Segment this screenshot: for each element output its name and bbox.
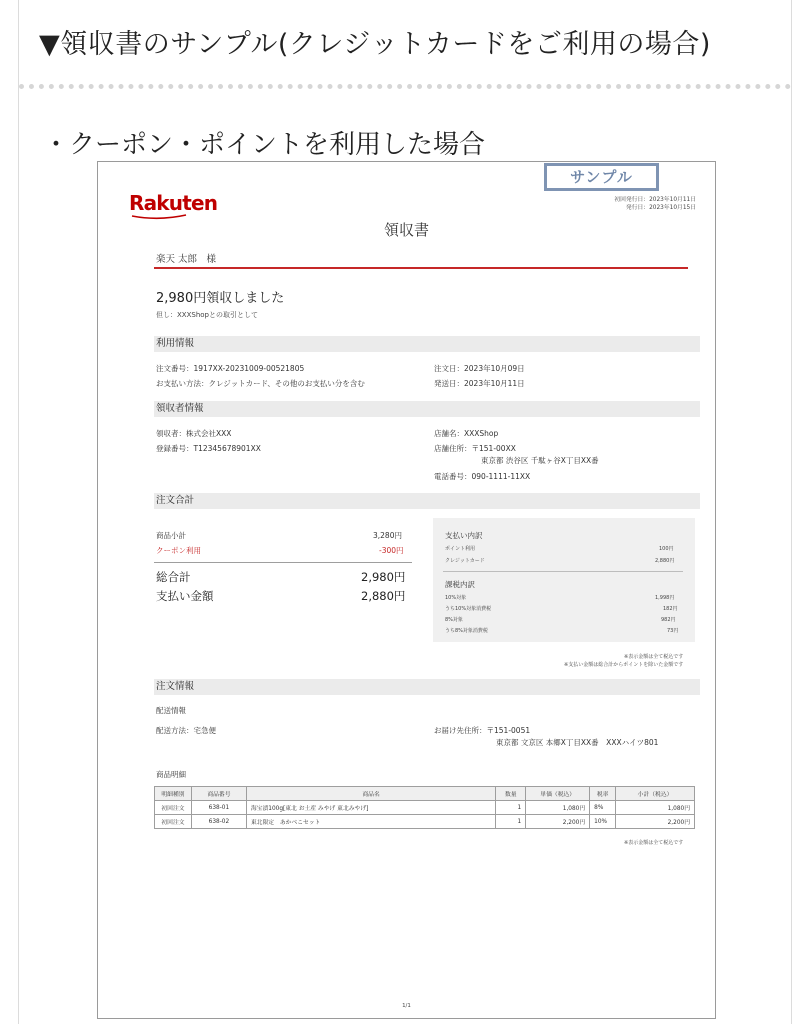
- first-issue-date: 初回発行日：2023年10月11日: [614, 197, 696, 203]
- total-section-bar: 注文合計: [154, 493, 700, 509]
- usage-section-bar: 利用情報: [154, 336, 700, 352]
- summary-divider: [154, 562, 412, 563]
- tax10-value: 1,998円: [655, 595, 675, 601]
- tax10-label: 10%対象: [445, 595, 467, 601]
- delivery-address-line2: 東京都 文京区 本郷X丁目XX番 XXXハイツ801: [496, 738, 659, 747]
- customer-name: 楽天 太郎 様: [156, 254, 217, 265]
- point-usage-label: ポイント利用: [445, 546, 476, 552]
- items-title: 商品明細: [156, 770, 186, 779]
- shipping-method: 配送方法：宅急便: [156, 726, 216, 735]
- delivery-address-line1: お届け先住所：〒151-0051: [434, 726, 531, 735]
- tax8-value: 982円: [661, 617, 676, 623]
- cell-product-name: 東北限定 あかべこセット: [246, 815, 495, 829]
- issue-date: 発行日：2023年10月15日: [625, 205, 696, 211]
- shop-phone: 電話番号：090-1111-11XX: [434, 472, 531, 481]
- col-header-quantity: 数量: [496, 787, 526, 801]
- credit-card-label: クレジットカード: [445, 558, 485, 564]
- tax10-consumption-value: 182円: [663, 606, 678, 612]
- recipient-name: 領収者：株式会社XXX: [156, 429, 232, 438]
- payment-breakdown-panel: [433, 518, 695, 642]
- cell-product-name: 海宝漬100g[東北 お土産 みやげ 東北みやげ]: [246, 801, 495, 815]
- subtotal-value: 3,280円: [373, 531, 402, 540]
- order-date: 注文日：2023年10月09日: [434, 364, 525, 373]
- cell-tax-rate: 8%: [590, 801, 616, 815]
- tax-breakdown-title: 課税内訳: [445, 580, 475, 589]
- point-usage-value: 100円: [659, 546, 674, 552]
- cell-unit-price: 2,200円: [526, 815, 590, 829]
- order-info-section-bar: 注文情報: [154, 679, 700, 695]
- order-number: 注文番号：1917XX-20231009-00521805: [156, 364, 305, 373]
- section-heading: ▼領収書のサンプル(クレジットカードをご利用の場合): [39, 29, 711, 60]
- cell-type: 初回注文: [155, 815, 192, 829]
- shop-name: 店舗名：XXXShop: [434, 429, 499, 438]
- recipient-section-bar: 領収者情報: [154, 401, 700, 417]
- tax8-consumption-value: 73円: [667, 628, 679, 634]
- shipping-info-title: 配送情報: [156, 706, 186, 715]
- receipt-sample-image: [97, 161, 716, 1019]
- credit-card-value: 2,880円: [655, 558, 675, 564]
- col-header-tax-rate: 税率: [590, 787, 616, 801]
- cell-type: 初回注文: [155, 801, 192, 815]
- shop-address-line1: 店舗住所：〒151-00XX: [434, 444, 516, 453]
- dotted-divider: [19, 84, 791, 89]
- amount-received: 2,980円領収しました: [156, 291, 285, 306]
- col-header-type: 明細種別: [155, 787, 192, 801]
- coupon-value: -300円: [379, 546, 404, 555]
- pay-breakdown-title: 支払い内訳: [445, 531, 483, 540]
- col-header-unit-price: 単価（税込）: [526, 787, 590, 801]
- grand-total-value: 2,980円: [361, 570, 406, 584]
- pay-divider: [443, 571, 683, 572]
- ship-date: 発送日：2023年10月11日: [434, 379, 525, 388]
- grand-total-label: 総合計: [156, 570, 191, 584]
- shop-address-line2: 東京都 渋谷区 千駄ヶ谷X丁目XX番: [481, 456, 599, 465]
- cell-subtotal: 1,080円: [616, 801, 695, 815]
- items-table: [154, 786, 695, 829]
- cell-tax-rate: 10%: [590, 815, 616, 829]
- tax10-consumption-label: うち10%対象消費税: [445, 606, 492, 612]
- paid-amount-value: 2,880円: [361, 589, 406, 603]
- col-header-product-no: 商品番号: [191, 787, 246, 801]
- items-footnote: ※表示金額は全て税込です: [624, 840, 684, 846]
- customer-underline: [154, 267, 688, 269]
- table-row: [155, 815, 695, 829]
- cell-product-no: 638-02: [191, 815, 246, 829]
- sample-stamp: サンプル: [544, 163, 659, 191]
- tax8-label: 8%対象: [445, 617, 463, 623]
- tax8-consumption-label: うち8%対象消費税: [445, 628, 488, 634]
- cell-quantity: 1: [496, 815, 526, 829]
- sub-heading: ・クーポン・ポイントを利用した場合: [43, 130, 486, 160]
- content-frame: [18, 0, 792, 1024]
- registration-number: 登録番号：T12345678901XX: [156, 444, 261, 453]
- cell-unit-price: 1,080円: [526, 801, 590, 815]
- cell-quantity: 1: [496, 801, 526, 815]
- receipt-title: 領収書: [383, 221, 429, 239]
- total-footnote-2: ※支払い金額は総合計からポイントを除いた金額です: [564, 662, 684, 668]
- payment-method: お支払い方法：クレジットカード、その他のお支払い分を含む: [156, 379, 365, 388]
- table-header-row: [155, 787, 695, 801]
- subtotal-label: 商品小計: [156, 531, 186, 540]
- col-header-product-name: 商品名: [246, 787, 495, 801]
- total-footnote-1: ※表示金額は全て税込です: [624, 654, 684, 660]
- table-row: [155, 801, 695, 815]
- coupon-label: クーポン利用: [156, 546, 201, 555]
- paid-amount-label: 支払い金額: [156, 589, 214, 603]
- col-header-subtotal: 小計（税込）: [616, 787, 695, 801]
- cell-product-no: 638-01: [191, 801, 246, 815]
- cell-subtotal: 2,200円: [616, 815, 695, 829]
- page-number: 1/1: [402, 1003, 411, 1009]
- rakuten-logo: Rakuten: [129, 191, 218, 215]
- issue-dates: [614, 196, 696, 212]
- receipt-note: 但し：XXXShopとの取引として: [156, 311, 258, 319]
